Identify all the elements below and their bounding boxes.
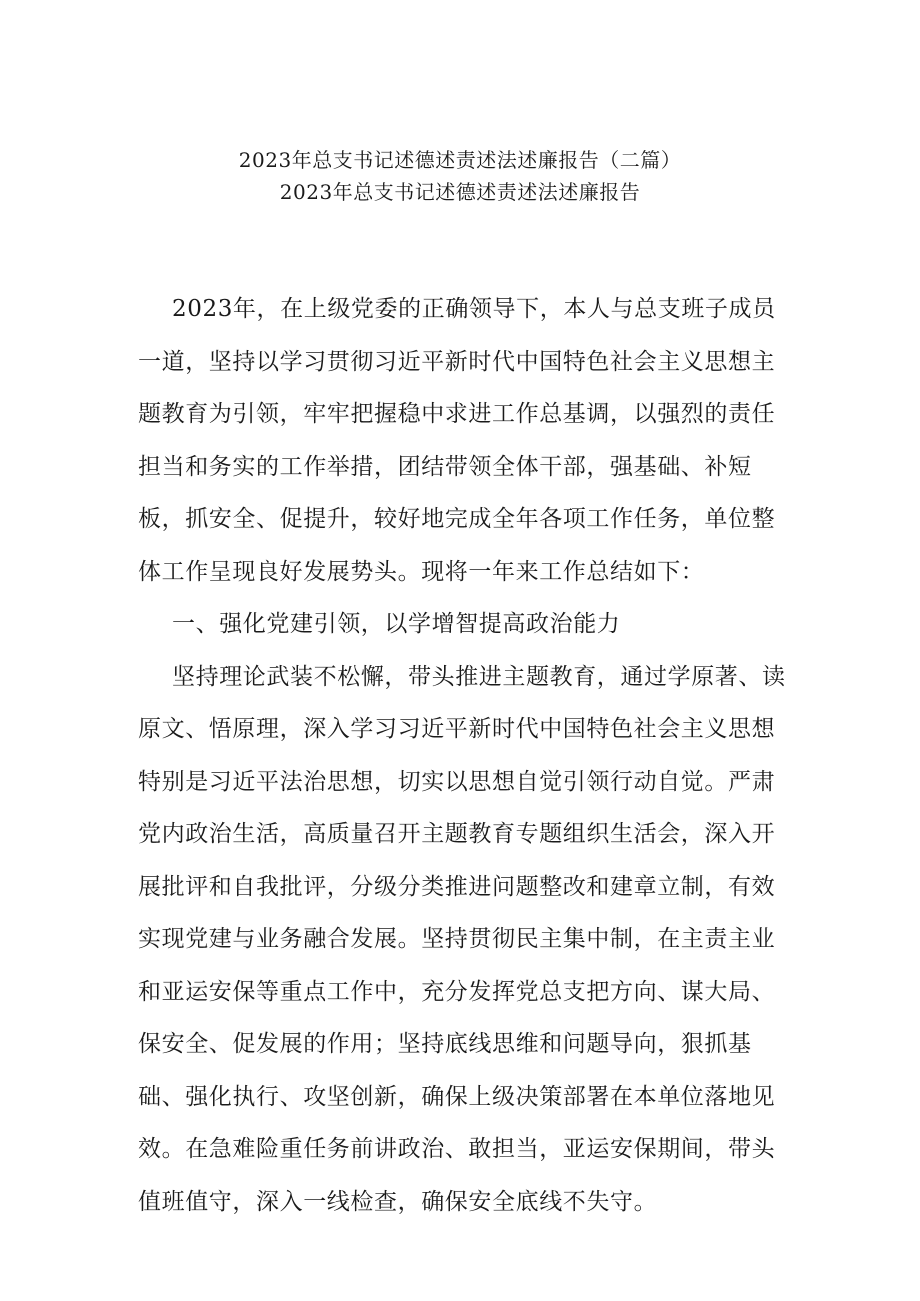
- intro-paragraph: [138, 283, 776, 598]
- paragraph-line: 一道，坚持以学习贯彻习近平新时代中国特色社会主义思想主: [138, 348, 776, 375]
- paragraph-line: 担当和务实的工作举措，团结带领全体干部，强基础、补短: [138, 453, 752, 480]
- paragraph-line: 值班值守，深入一线检查，确保安全底线不失守。: [138, 1188, 658, 1215]
- section-heading: [138, 598, 772, 651]
- title-line-1: 2023年总支书记述德述责述法述廉报告（二篇）: [238, 148, 682, 172]
- paragraph-line: 保安全、促发展的作用；坚持底线思维和问题导向，狠抓基: [138, 1031, 752, 1057]
- paragraph-line: 效。在急难险重任务前讲政治、敢担当，亚运安保期间，带头: [138, 1136, 776, 1162]
- paragraph-line: 展批评和自我批评，分级分类推进问题整改和建章立制，有效: [138, 873, 776, 900]
- paragraph-line: 2023年，在上级党委的正确领导下，本人与总支班子成员: [172, 296, 776, 322]
- paragraph-line: 原文、悟原理，深入学习习近平新时代中国特色社会主义思想: [138, 716, 776, 742]
- paragraph-line: 和亚运安保等重点工作中，充分发挥党总支把方向、谋大局、: [138, 978, 776, 1005]
- paragraph-line: 础、强化执行、攻坚创新，确保上级决策部署在本单位落地见: [138, 1083, 776, 1110]
- paragraph-line: 实现党建与业务融合发展。坚持贯彻民主集中制，在主责主业: [138, 926, 776, 952]
- document-title: [0, 144, 920, 208]
- title-line-2: 2023年总支书记述德述责述法述廉报告: [279, 180, 641, 204]
- paragraph-line: 特别是习近平法治思想，切实以思想自觉引领行动自觉。严肃: [138, 768, 776, 795]
- paragraph-line: 党内政治生活，高质量召开主题教育专题组织生活会，深入开: [138, 821, 776, 847]
- section-paragraph: [138, 651, 786, 1229]
- paragraph-line: 坚持理论武装不松懈，带头推进主题教育，通过学原著、读: [172, 663, 786, 690]
- section-heading-line: 一、强化党建引领，以学增智提高政治能力: [172, 611, 621, 637]
- document-body: [138, 283, 786, 1228]
- paragraph-line: 体工作呈现良好发展势头。现将一年来工作总结如下：: [138, 558, 705, 585]
- paragraph-line: 板，抓安全、促提升，较好地完成全年各项工作任务，单位整: [138, 506, 776, 532]
- paragraph-line: 题教育为引领，牢牢把握稳中求进工作总基调，以强烈的责任: [138, 401, 776, 427]
